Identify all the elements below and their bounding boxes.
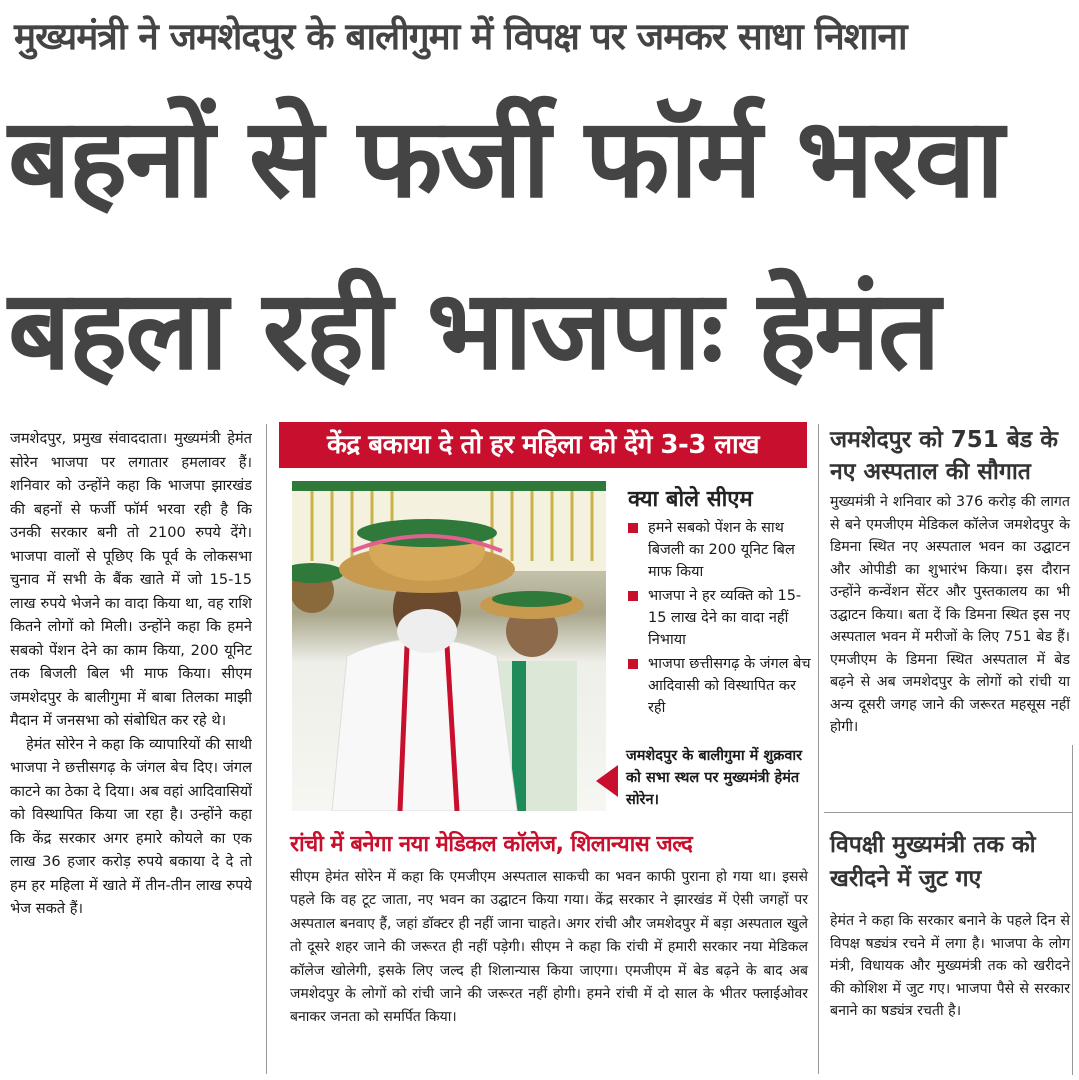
left-column-article xyxy=(10,427,252,1077)
cm-quotes-list xyxy=(624,517,812,721)
bullet-text: भाजपा छत्तीसगढ़ के जंगल बेच आदिवासी को विस्थापित कर रही xyxy=(648,656,811,716)
photo-illustration xyxy=(292,481,606,811)
list-item xyxy=(624,585,812,651)
list-item xyxy=(624,517,812,583)
bullet-square-icon xyxy=(628,659,638,669)
bullet-square-icon xyxy=(628,523,638,533)
column-divider-edge xyxy=(1072,745,1073,1075)
center-subhead: रांची में बनेगा नया मेडिकल कॉलेज, शिलान्यास जल्द xyxy=(290,832,693,857)
photo-caption: जमशेदपुर के बालीगुमा में शुक्रवार को सभा स्थल पर मुख्यमंत्री हेमंत सोरेन। xyxy=(626,748,803,808)
right-story-1-title: जमशेदपुर को 751 बेड के नए अस्पताल की सौगात xyxy=(830,427,1058,485)
right-story-2-body: हेमंत ने कहा कि सरकार बनाने के पहले दिन से विपक्ष षड्यंत्र रचने में लगा है। भाजपा के लोग मंत्री, विधायक और मुख्यमंत्री तक को खरीदने की कोशिश में जुट गए। भाजपा पैसे से सरकार बनाने का षड्यंत्र रचती है। xyxy=(830,913,1070,1019)
headline-line-2: बहला रही भाजपाः हेमंत xyxy=(8,266,939,394)
column-divider-right xyxy=(818,424,819,1074)
bullet-text: हमने सबको पेंशन के साथ बिजली का 200 यूनिट बिल माफ किया xyxy=(648,520,795,580)
bullet-text: भाजपा ने हर व्यक्ति को 15-15 लाख देने का वादा नहीं निभाया xyxy=(648,588,802,648)
list-item xyxy=(624,653,812,719)
kicker: मुख्यमंत्री ने जमशेदपुर के बालीगुमा में विपक्ष पर जमकर साधा निशाना xyxy=(14,15,907,58)
cm-photo xyxy=(292,481,606,811)
right-story-2-title: विपक्षी मुख्यमंत्री तक को खरीदने में जुट गए xyxy=(830,832,1036,892)
bullet-square-icon xyxy=(628,591,638,601)
caption-arrow-icon xyxy=(596,765,618,797)
column-divider-left xyxy=(266,424,267,1074)
headline-line-1: बहनों से फर्जी फॉर्म भरवा xyxy=(8,94,1003,222)
center-body: सीएम हेमंत सोरेन में कहा कि एमजीएम अस्पताल साकची का भवन काफी पुराना हो गया था। इससे पहले कि वह टूट जाता, नए भवन का उद्घाटन किया गया। केंद्र सरकार ने झारखंड में ऐसी जगहों पर अस्पताल बनवाए हैं, जहां डॉक्टर ही नहीं जाना चाहते। अगर रांची और जमशेदपुर में बड़ा अस्पताल खुले तो दूसरे शहर जाने की जरूरत ही नहीं पड़ेगी। सीएम ने कहा कि रांची में हमारी सरकार नया मेडिकल कॉलेज खोलेगी, इसके लिए जल्द ही शिलान्यास किया जाएगा। एमजीएम में बेड बढ़ने के बाद अब जमशेदपुर के लोगों को रांची जाने की जरूरत नहीं होगी। हमने रांची में दो साल के भीतर फ्लाईओवर बनाकर जनता को समर्पित किया। xyxy=(290,869,808,1026)
left-paragraph-1: जमशेदपुर, प्रमुख संवाददाता। मुख्यमंत्री हेमंत सोरेन भाजपा पर लगातार हमलावर हैं। शनिवार को उन्होंने कहा कि भाजपा झारखंड की बहनों से फर्जी फॉर्म भरवा रही है कि उनकी सरकार बनी तो 2100 रुपये देंगे। भाजपा वालों से पूछिए कि पूर्व के लोकसभा चुनाव में सभी के बैंक खाते में जो 15-15 लाख रुपये भेजने का वादा किया था, वह राशि कितने लोगों को मिली। उन्होंने कहा कि हमने सबको पेंशन देने का काम किया, 200 यूनिट तक बिजली बिल भी माफ किया। सीएम जमशेदपुर के बालीगुमा में बाबा तिलका माझी मैदान में जनसभा को संबोधित कर रहे थे। xyxy=(10,430,252,729)
right-story-1-body: मुख्यमंत्री ने शनिवार को 376 करोड़ की लागत से बने एमजीएम मेडिकल कॉलेज जमशेदपुर के डिमना स्थित नए अस्पताल भवन का उद्घाटन और ओपीडी का शुभारंभ किया। इस दौरान उन्होंने कन्वेंशन सेंटर और पुस्तकालय का भी उद्घाटन किया। बता दें कि डिमना स्थित इस नए अस्पताल भवन में मरीजों के लिए 751 बेड हैं। एमजीएम के डिमना स्थित अस्पताल में बेड बढ़ने से अब जमशेदपुर के लोगों को रांची या अन्य दूसरी जगह जाने की जरूरत महसूस नहीं होगी। xyxy=(830,494,1070,735)
sidebar-title: क्या बोले सीएम xyxy=(628,487,753,512)
center-banner: केंद्र बकाया दे तो हर महिला को देंगे 3-3 लाख xyxy=(279,422,807,468)
right-story-divider xyxy=(824,812,1072,813)
left-paragraph-2: हेमंत सोरेन ने कहा कि व्यापारियों की साथी भाजपा ने छत्तीसगढ़ के जंगल बेच दिए। जंगल काटने का ठेका दे दिया। अब वहां आदिवासियों को विस्थापित किया जा रहा है। उन्होंने कहा कि केंद्र सरकार अगर हमारे कोयले का एक लाख 36 हजार करोड़ रुपये बकाया दे दे तो हम हर महिला में खाते में तीन-तीन लाख रुपये भेज सकते हैं। xyxy=(10,735,252,917)
